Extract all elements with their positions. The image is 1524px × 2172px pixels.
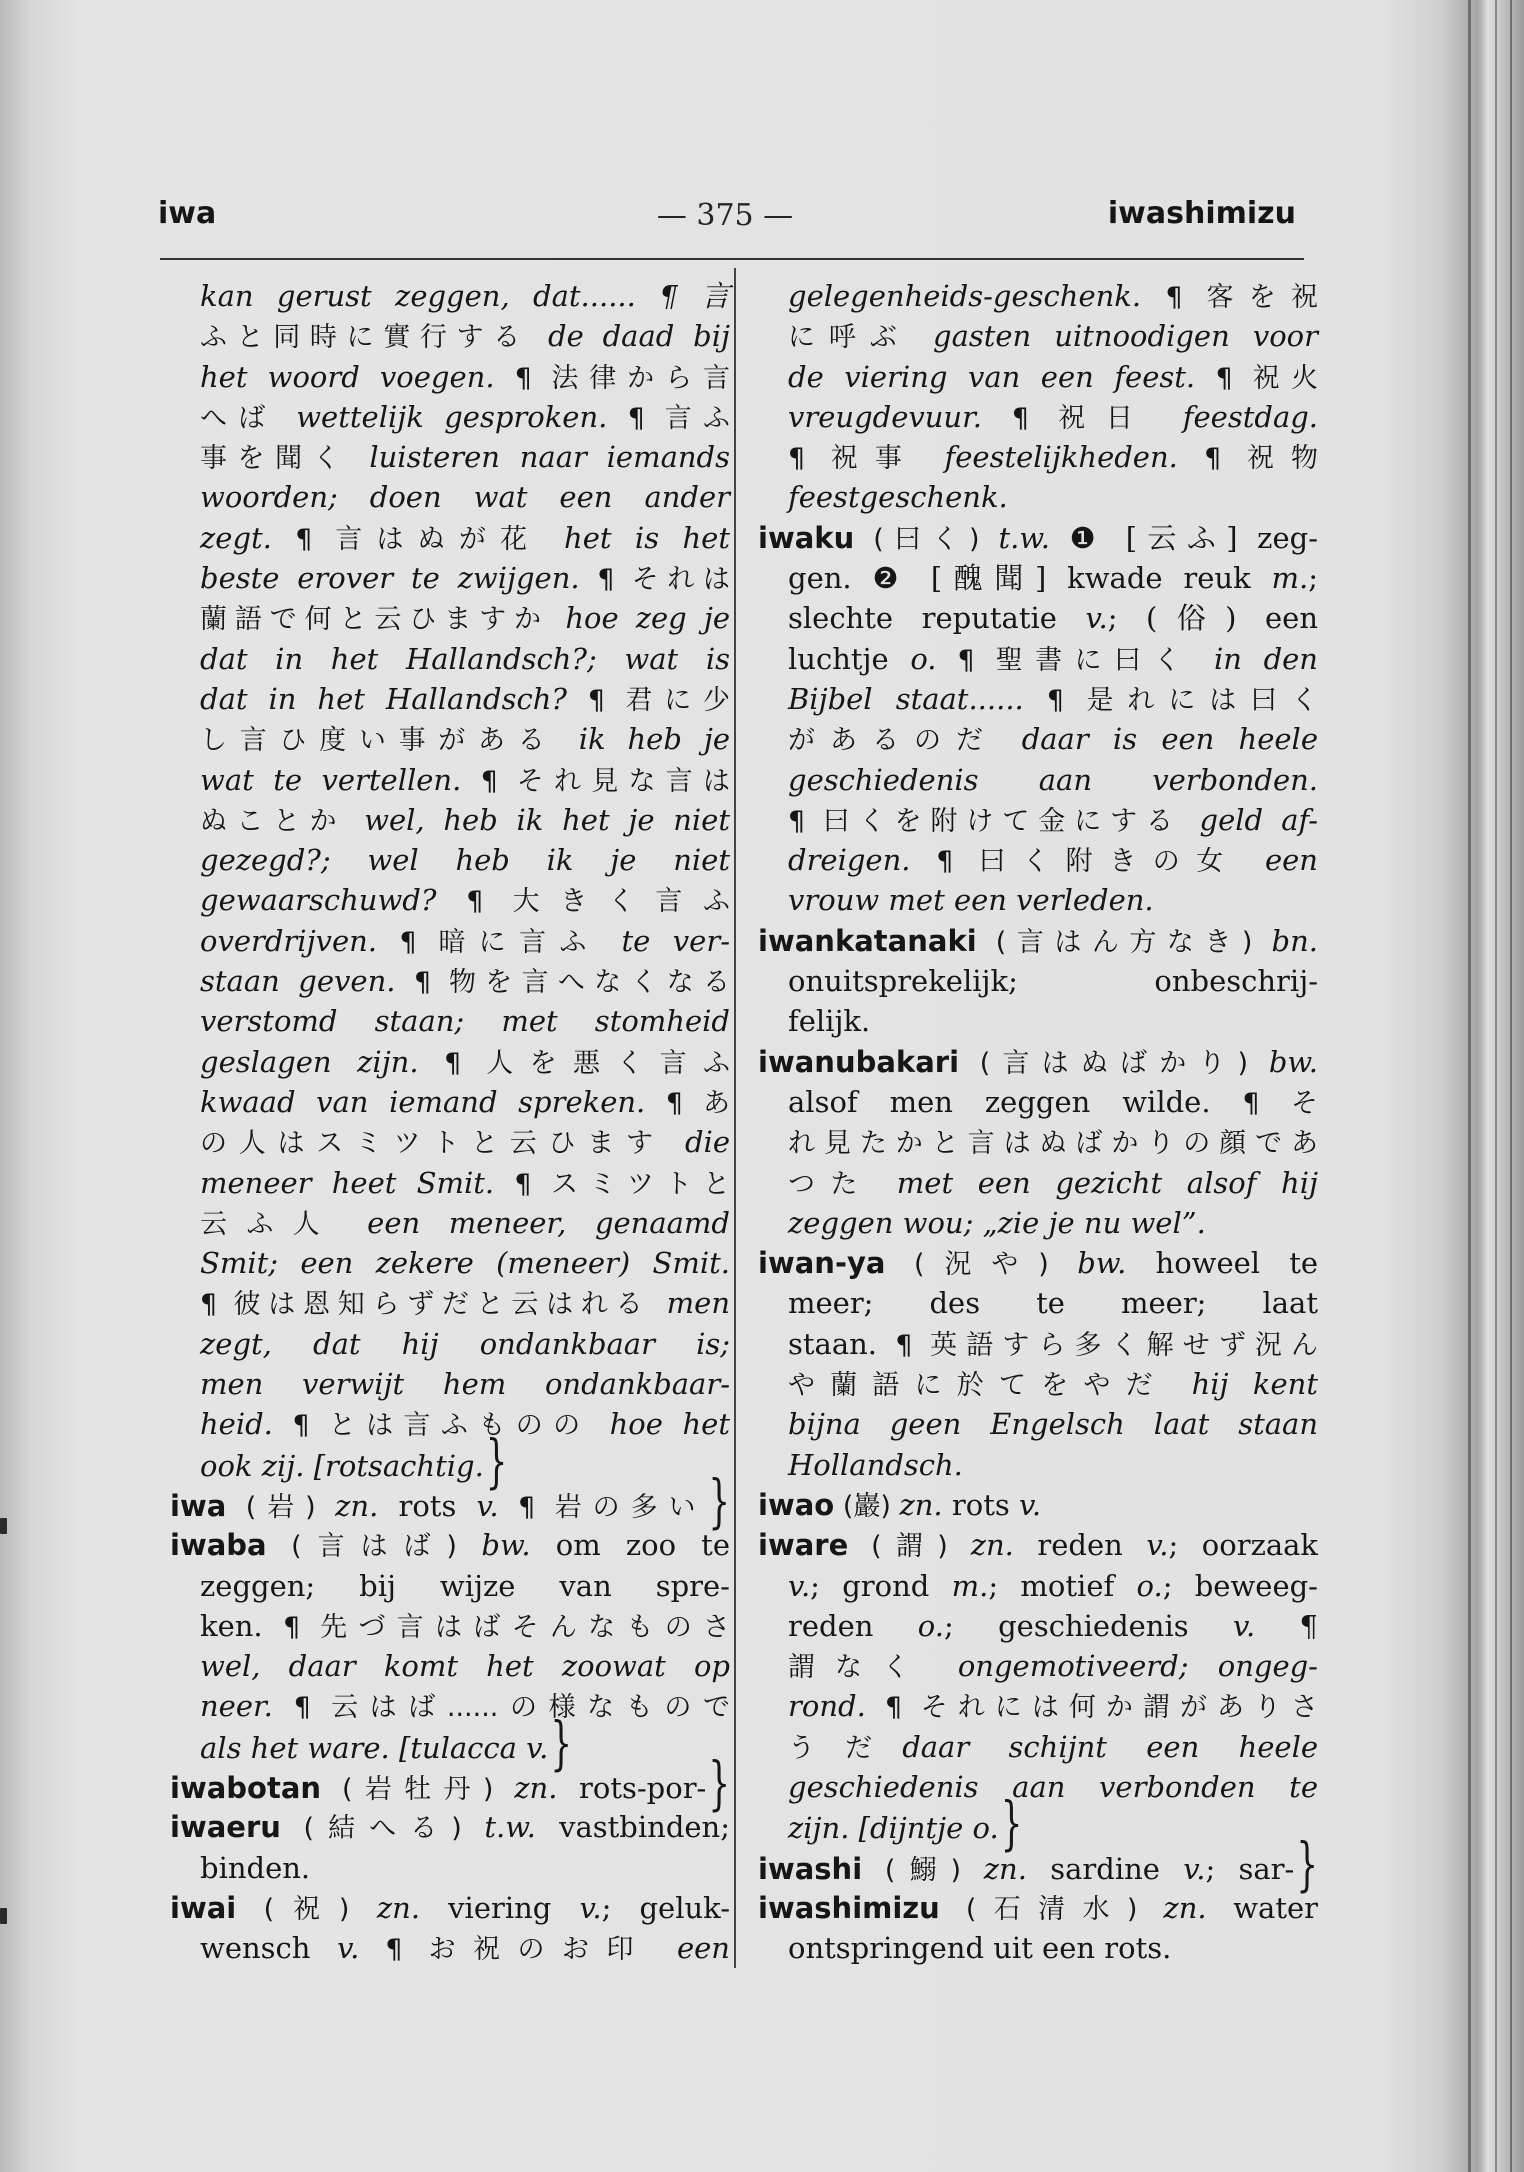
text-segment: daar schijnt een heele: [902, 1729, 1319, 1764]
text-segment: o.: [972, 1811, 999, 1846]
text-segment: zn.: [376, 1890, 421, 1925]
text-segment: ¶ それは: [597, 564, 730, 596]
dictionary-text-line: [170, 1203, 730, 1243]
text-segment: heid.: [200, 1407, 293, 1442]
text-segment: viering: [420, 1890, 580, 1925]
dictionary-text-line: [758, 357, 1318, 397]
text-segment: v.: [1085, 601, 1108, 636]
text-segment: zn.: [899, 1487, 943, 1522]
headword: iwao: [758, 1487, 835, 1522]
text-segment: wat te vertellen.: [200, 762, 481, 797]
text-segment: ¶ 祝火: [1215, 362, 1319, 394]
text-segment: v.: [337, 1931, 360, 1966]
dictionary-text-line: [758, 1404, 1318, 1444]
bracket-mark: }: [708, 1467, 731, 1536]
dictionary-headword-line: [758, 921, 1318, 961]
text-segment: し言ひ度い事がある: [200, 725, 579, 757]
text-segment: ¶ 言はぬが花: [295, 523, 565, 555]
text-segment: het is het: [564, 520, 730, 555]
dictionary-headword-line: [758, 518, 1318, 558]
text-segment: v.: [579, 1890, 602, 1925]
text-segment: een: [676, 1931, 730, 1966]
text-segment: ; geluk-: [601, 1890, 731, 1925]
text-segment: 云ふ人: [200, 1208, 368, 1240]
text-segment: があるのだ: [788, 725, 1022, 757]
dictionary-text-line: [170, 1122, 730, 1162]
text-segment: luchtje: [788, 641, 911, 676]
text-segment: gasten uitnoodigen voor: [933, 319, 1318, 354]
text-segment: (言はぬばかり): [959, 1047, 1269, 1079]
text-segment: rots: [942, 1487, 1019, 1522]
dictionary-text-line: [170, 316, 730, 356]
dictionary-text-line: [170, 1042, 730, 1082]
text-segment: vreugdevuur.: [788, 399, 1012, 434]
text-segment: reden: [1013, 1528, 1147, 1563]
dictionary-text-line: [758, 1001, 1318, 1041]
text-segment: ¶ 暗に言ふ: [399, 926, 622, 958]
page-number: — 375 —: [656, 198, 794, 233]
text-segment: ontspringend uit een rots.: [788, 1931, 1172, 1966]
text-segment: o.: [1136, 1568, 1163, 1603]
headword: iwan-ya: [758, 1246, 886, 1281]
text-segment: ; beweeg-: [1162, 1568, 1318, 1603]
text-segment: (結へる): [280, 1813, 485, 1845]
dictionary-text-line: [170, 1324, 730, 1364]
dictionary-headword-line: [170, 1467, 731, 1536]
dictionary-text-line: [170, 1364, 730, 1404]
text-segment: zegt, dat hij ondankbaar is;: [200, 1326, 730, 1361]
dictionary-text-line: [170, 760, 730, 800]
page-edge-shadow: [1495, 0, 1497, 2172]
text-segment: water: [1206, 1890, 1319, 1925]
header-rule: [160, 258, 1304, 260]
text-segment: ¶ 曰く附きの女: [936, 846, 1265, 878]
dictionary-text-line: [758, 1082, 1318, 1122]
text-segment: へば: [200, 402, 297, 434]
text-segment: bw.: [481, 1528, 531, 1563]
dictionary-text-line: [170, 961, 730, 1001]
dictionary-headword-line: [758, 1830, 1318, 1899]
text-segment: (岩): [226, 1491, 336, 1523]
text-segment: ¶ 曰くを附けて金にする: [788, 805, 1200, 837]
text-segment: ¶ あ: [665, 1087, 730, 1119]
text-segment: vastbinden;: [535, 1810, 730, 1845]
dictionary-text-line: [170, 1928, 730, 1968]
dictionary-text-line: [758, 397, 1318, 437]
text-segment: bw.: [1077, 1246, 1127, 1281]
dictionary-text-line: [170, 1709, 730, 1778]
text-segment: ook zij. [rotsachtig.: [200, 1448, 484, 1483]
text-segment: wensch: [200, 1931, 338, 1966]
text-segment: うだ: [788, 1732, 903, 1764]
text-segment: Hollandsch.: [788, 1447, 963, 1482]
text-segment: ¶ とは言ふものの: [292, 1410, 610, 1442]
text-segment: hij kent: [1191, 1367, 1318, 1402]
text-segment: ongemotiveerd; ongeg-: [957, 1649, 1318, 1684]
dictionary-text-line: [170, 719, 730, 759]
dictionary-text-line: [758, 760, 1318, 800]
text-segment: beste erover te zwijgen.: [200, 561, 598, 596]
dictionary-text-line: [170, 437, 730, 477]
text-segment: wel, daar komt het zoowat op: [200, 1649, 730, 1684]
dictionary-text-line: [758, 1646, 1318, 1686]
text-segment: woorden; doen wat een ander: [200, 480, 730, 515]
text-segment: v.: [1146, 1528, 1169, 1563]
text-segment: ; grond: [810, 1568, 952, 1603]
bracket-mark: }: [550, 1709, 572, 1778]
dictionary-headword-line: [758, 1042, 1318, 1082]
text-segment: ¶ 法律から言: [514, 362, 730, 394]
dictionary-text-line: [170, 397, 730, 437]
text-segment: (鰯): [862, 1854, 984, 1886]
headword: iwashimizu: [758, 1890, 940, 1925]
text-segment: howeel te: [1126, 1246, 1319, 1281]
dictionary-text-line: [170, 1566, 730, 1606]
text-segment: feestdag.: [1182, 399, 1319, 434]
dictionary-text-line: [170, 840, 730, 880]
text-segment: zn.: [983, 1851, 1027, 1886]
dictionary-text-line: [170, 1404, 730, 1444]
text-segment: rots: [378, 1488, 477, 1523]
text-segment: staan.: [788, 1326, 896, 1361]
text-segment: het woord voegen.: [200, 359, 515, 394]
text-segment: ¶ それには何か謂がありさ: [885, 1692, 1319, 1724]
dictionary-text-line: [170, 1283, 730, 1323]
text-segment: ik heb je: [578, 722, 730, 757]
dictionary-text-line: [758, 840, 1318, 880]
text-segment: Bijbel staat......: [788, 681, 1047, 716]
text-segment: ふと同時に實行する: [200, 322, 549, 354]
dictionary-text-line: [170, 477, 730, 517]
dictionary-text-line: [758, 961, 1318, 1001]
dictionary-text-line: [758, 1566, 1318, 1606]
right-column: [758, 276, 1318, 1968]
text-segment: met een gezicht alsof hij: [896, 1165, 1318, 1200]
text-segment: v.: [1233, 1608, 1256, 1643]
dictionary-text-line: [758, 1163, 1318, 1203]
dictionary-text-line: [758, 316, 1318, 356]
text-segment: ¶ 君に少: [587, 684, 730, 716]
text-segment: ¶ 聖書に曰く: [936, 644, 1214, 676]
text-segment: bw.: [1268, 1044, 1318, 1079]
dictionary-text-line: [170, 1001, 730, 1041]
text-segment: geslagen zijn.: [200, 1044, 445, 1079]
dictionary-text-line: [170, 1082, 730, 1122]
headword: iwaeru: [170, 1810, 281, 1845]
dictionary-text-line: [758, 1727, 1318, 1767]
text-segment: v.: [1018, 1487, 1042, 1522]
text-segment: ¶ 祝日: [1011, 402, 1183, 434]
dictionary-text-line: [170, 921, 730, 961]
text-segment: 事を聞く: [200, 443, 370, 475]
text-segment: die: [684, 1125, 730, 1160]
dictionary-text-line: [758, 719, 1318, 759]
text-segment: feestelijkheden.: [944, 440, 1205, 475]
text-segment: v.: [1183, 1851, 1206, 1886]
dictionary-headword-line: [758, 1888, 1318, 1928]
text-segment: (言はば): [266, 1531, 482, 1563]
text-segment: als het ware. [tulacca: [200, 1730, 527, 1765]
text-segment: zeggen; bij wijze van spre-: [200, 1568, 730, 1603]
headword: iwanubakari: [758, 1044, 960, 1079]
text-segment: wettelijk gesproken.: [296, 399, 628, 434]
dictionary-text-line: [170, 1848, 730, 1888]
dictionary-text-line: [170, 880, 730, 920]
headword: iware: [758, 1528, 849, 1563]
text-segment: om zoo te: [530, 1528, 730, 1563]
text-segment: (言はん方なき): [976, 926, 1272, 958]
text-segment: dreigen.: [788, 843, 937, 878]
dictionary-text-line: [758, 880, 1318, 920]
text-segment: ¶ 人を悪く言ふ: [444, 1047, 730, 1079]
text-segment: 蘭語で何と云ひますか: [200, 604, 566, 636]
text-segment: ¶ 是れには曰く: [1046, 684, 1319, 716]
text-segment: zn.: [1163, 1890, 1207, 1925]
text-segment: men: [666, 1286, 730, 1321]
headword: iwashi: [758, 1851, 863, 1886]
text-segment: ¶ 云はば......の様なもので: [293, 1692, 730, 1724]
text-segment: neer.: [200, 1689, 294, 1724]
text-segment: v.: [476, 1488, 499, 1523]
text-segment: bn.: [1271, 923, 1318, 958]
text-segment: t.w.: [998, 520, 1051, 555]
text-segment: gen. ❷ [醜聞] kwade reuk: [788, 561, 1272, 596]
dictionary-headword-line: [170, 1750, 731, 1819]
text-segment: ¶ 祝事: [788, 443, 945, 475]
headword: iwai: [170, 1890, 237, 1925]
page-edge-shadow: [1468, 0, 1471, 2172]
text-segment: reden: [788, 1608, 918, 1643]
text-segment: de viering van een feest.: [788, 359, 1216, 394]
headword: iwabotan: [170, 1770, 322, 1805]
headword: iwankatanaki: [758, 923, 977, 958]
text-segment: gezegd?; wel heb ik je niet: [200, 843, 730, 878]
text-segment: wel, heb ik het je niet: [364, 802, 730, 837]
dictionary-text-line: [170, 598, 730, 638]
dictionary-text-line: [170, 1606, 730, 1646]
text-segment: een: [1264, 843, 1318, 878]
dictionary-headword-line: [170, 1525, 730, 1565]
dictionary-headword-line: [758, 1485, 1318, 1525]
dictionary-headword-line: [758, 1243, 1318, 1283]
running-head-left: iwa: [158, 196, 217, 231]
text-segment: Smit; een zekere (meneer) Smit.: [200, 1246, 730, 1281]
bracket-mark: }: [1296, 1830, 1318, 1899]
bracket-mark: }: [485, 1427, 508, 1496]
dictionary-text-line: [758, 1283, 1318, 1323]
text-segment: meer; des te meer; laat: [788, 1286, 1318, 1321]
text-segment: (石清水): [939, 1893, 1164, 1925]
dictionary-text-line: [170, 1243, 730, 1283]
dictionary-text-line: [170, 558, 730, 598]
text-segment: verstomd staan; met stomheid: [200, 1004, 730, 1039]
dictionary-text-line: [758, 1203, 1318, 1243]
dictionary-text-line: [758, 1606, 1318, 1646]
text-segment: ;: [1308, 561, 1318, 596]
dictionary-text-line: [758, 598, 1318, 638]
dictionary-headword-line: [170, 1807, 730, 1847]
text-segment: een meneer, genaamd: [367, 1205, 730, 1240]
text-segment: hoe zeg je: [565, 601, 730, 636]
dictionary-text-line: [758, 800, 1318, 840]
text-segment: geschiedenis aan verbonden.: [788, 762, 1318, 797]
binding-mark: [0, 1908, 7, 1924]
text-segment: ¶ 大きく言ふ: [466, 886, 731, 918]
text-segment: dat in het Hallandsch?: [200, 681, 588, 716]
text-segment: ¶ 祝物: [1204, 443, 1318, 475]
left-column: [170, 276, 730, 1968]
text-segment: o.: [910, 641, 937, 676]
dictionary-text-line: [758, 679, 1318, 719]
text-segment: (巖): [834, 1490, 900, 1522]
text-segment: kan gerust zeggen, dat...... ¶ 言: [200, 279, 730, 313]
dictionary-text-line: [170, 518, 730, 558]
text-segment: ぬことか: [200, 805, 365, 837]
text-segment: や蘭語に於てをやだ: [788, 1370, 1192, 1402]
binding-mark: [0, 1518, 7, 1534]
text-segment: ¶ そ: [1242, 1087, 1319, 1119]
text-segment: ; motief: [988, 1568, 1137, 1603]
dictionary-text-line: [758, 1324, 1318, 1364]
text-segment: (謂): [848, 1531, 971, 1563]
dictionary-text-line: [758, 1928, 1318, 1968]
text-segment: rots-por-: [557, 1770, 707, 1805]
text-segment: gewaarschuwd?: [200, 883, 467, 918]
text-segment: ¶ 物を言へなくなる: [413, 967, 730, 999]
dictionary-text-line: [170, 679, 730, 719]
text-segment: in den: [1213, 641, 1318, 676]
text-segment: ¶ それ見な言は: [480, 765, 730, 797]
text-segment: m.: [1271, 561, 1309, 596]
dictionary-text-line: [170, 800, 730, 840]
text-segment: ; geschiedenis: [943, 1608, 1233, 1643]
dictionary-text-line: [170, 1427, 730, 1496]
text-segment: (況や): [885, 1249, 1078, 1281]
dictionary-text-line: [170, 1686, 730, 1726]
text-segment: dat in het Hallandsch?; wat is: [200, 641, 730, 676]
text-segment: zn.: [970, 1528, 1014, 1563]
dictionary-text-line: [758, 1364, 1318, 1404]
text-segment: zeggen wou; „zie je nu wel”.: [788, 1205, 1206, 1240]
text-segment: te ver-: [621, 923, 730, 958]
text-segment: feestgeschenk.: [788, 480, 1008, 515]
dictionary-text-line: [170, 639, 730, 679]
text-segment: sardine: [1026, 1851, 1184, 1886]
text-segment: れ見たかと言はぬばかりの顔であ: [788, 1128, 1318, 1160]
text-segment: meneer heet Smit.: [200, 1165, 515, 1200]
text-segment: ¶: [1255, 1608, 1318, 1643]
text-segment: bijna geen Engelsch laat staan: [788, 1407, 1318, 1442]
dictionary-text-line: [758, 558, 1318, 598]
text-segment: ¶ 言ふ: [627, 402, 730, 434]
text-segment: binden.: [200, 1850, 311, 1885]
text-segment: overdrijven.: [200, 923, 400, 958]
text-segment: t.w.: [484, 1810, 536, 1845]
bracket-mark: }: [1000, 1790, 1023, 1859]
text-segment: ¶ 彼は恩知らずだと云はれる: [200, 1289, 667, 1321]
text-segment: ken.: [200, 1608, 284, 1643]
text-segment: geschiedenis aan verbonden te: [788, 1769, 1318, 1804]
text-segment: ; sar-: [1205, 1851, 1295, 1886]
text-segment: ¶ 先づ言はばそんなものさ: [283, 1611, 730, 1643]
text-segment: daar is een heele: [1021, 722, 1318, 757]
text-segment: v.: [788, 1568, 811, 1603]
text-segment: zn.: [335, 1488, 379, 1523]
dictionary-text-line: [170, 1163, 730, 1203]
dictionary-text-line: [758, 1790, 1318, 1859]
text-segment: de daad bij: [548, 319, 730, 354]
text-segment: zijn. [dijntje: [788, 1811, 973, 1846]
text-segment: geld af-: [1199, 802, 1319, 837]
text-segment: ❶ [云ふ] zeg-: [1050, 520, 1318, 555]
text-segment: vrouw met een verleden.: [788, 883, 1154, 918]
dictionary-text-line: [170, 276, 730, 316]
text-segment: v.: [526, 1730, 549, 1765]
dictionary-text-line: [758, 1767, 1318, 1807]
text-segment: ¶ 英語すら多く解せず況ん: [895, 1329, 1318, 1361]
text-segment: ¶ スミツトと: [514, 1168, 730, 1200]
running-head-right: iwashimizu: [1107, 196, 1296, 231]
text-segment: onuitsprekelijk; onbeschrij-: [788, 964, 1318, 999]
headword: iwaba: [170, 1528, 267, 1563]
text-segment: o.: [917, 1608, 944, 1643]
dictionary-headword-line: [758, 1525, 1318, 1565]
text-segment: m.: [951, 1568, 989, 1603]
page-edge-shadow: [1510, 0, 1512, 2172]
dictionary-text-line: [758, 1686, 1318, 1726]
headword: iwa: [170, 1488, 227, 1523]
text-segment: に呼ぶ: [788, 322, 933, 354]
text-segment: kwaad van iemand spreken.: [200, 1084, 666, 1119]
dictionary-text-line: [758, 477, 1318, 517]
dictionary-text-line: [170, 1646, 730, 1686]
text-segment: つた: [788, 1168, 897, 1200]
dictionary-text-line: [170, 357, 730, 397]
headword: iwaku: [758, 520, 855, 555]
text-segment: zn.: [514, 1770, 558, 1805]
column-divider: [734, 268, 736, 1968]
text-segment: (祝): [236, 1893, 377, 1925]
dictionary-text-line: [758, 1122, 1318, 1162]
dictionary-text-line: [758, 437, 1318, 477]
dictionary-headword-line: [170, 1888, 730, 1928]
text-segment: ¶ お祝のお印: [359, 1934, 677, 1966]
text-segment: zegt.: [200, 520, 296, 555]
text-segment: (曰く): [854, 523, 999, 555]
dictionary-text-line: [758, 1445, 1318, 1485]
text-segment: ¶ 岩の多い: [498, 1491, 707, 1523]
text-segment: luisteren naar iemands: [369, 440, 730, 475]
text-segment: 謂なく: [788, 1652, 958, 1684]
text-segment: ; oorzaak: [1168, 1528, 1318, 1563]
text-segment: rond.: [788, 1689, 886, 1724]
text-segment: alsof men zeggen wilde.: [788, 1084, 1243, 1119]
text-segment: ¶ 客を祝: [1165, 282, 1318, 313]
text-segment: staan geven.: [200, 964, 414, 999]
text-segment: (岩牡丹): [321, 1773, 515, 1805]
text-segment: hoe het: [609, 1407, 730, 1442]
text-segment: men verwijt hem ondankbaar-: [200, 1367, 730, 1402]
bracket-mark: }: [708, 1750, 731, 1819]
text-segment: slechte reputatie: [788, 601, 1086, 636]
text-segment: felijk.: [788, 1004, 871, 1039]
dictionary-text-line: [758, 639, 1318, 679]
text-segment: gelegenheids-geschenk.: [788, 279, 1166, 313]
text-segment: ; (俗) een: [1107, 601, 1318, 636]
dictionary-text-line: [758, 276, 1318, 316]
text-segment: の人はスミツトと云ひます: [200, 1128, 685, 1160]
